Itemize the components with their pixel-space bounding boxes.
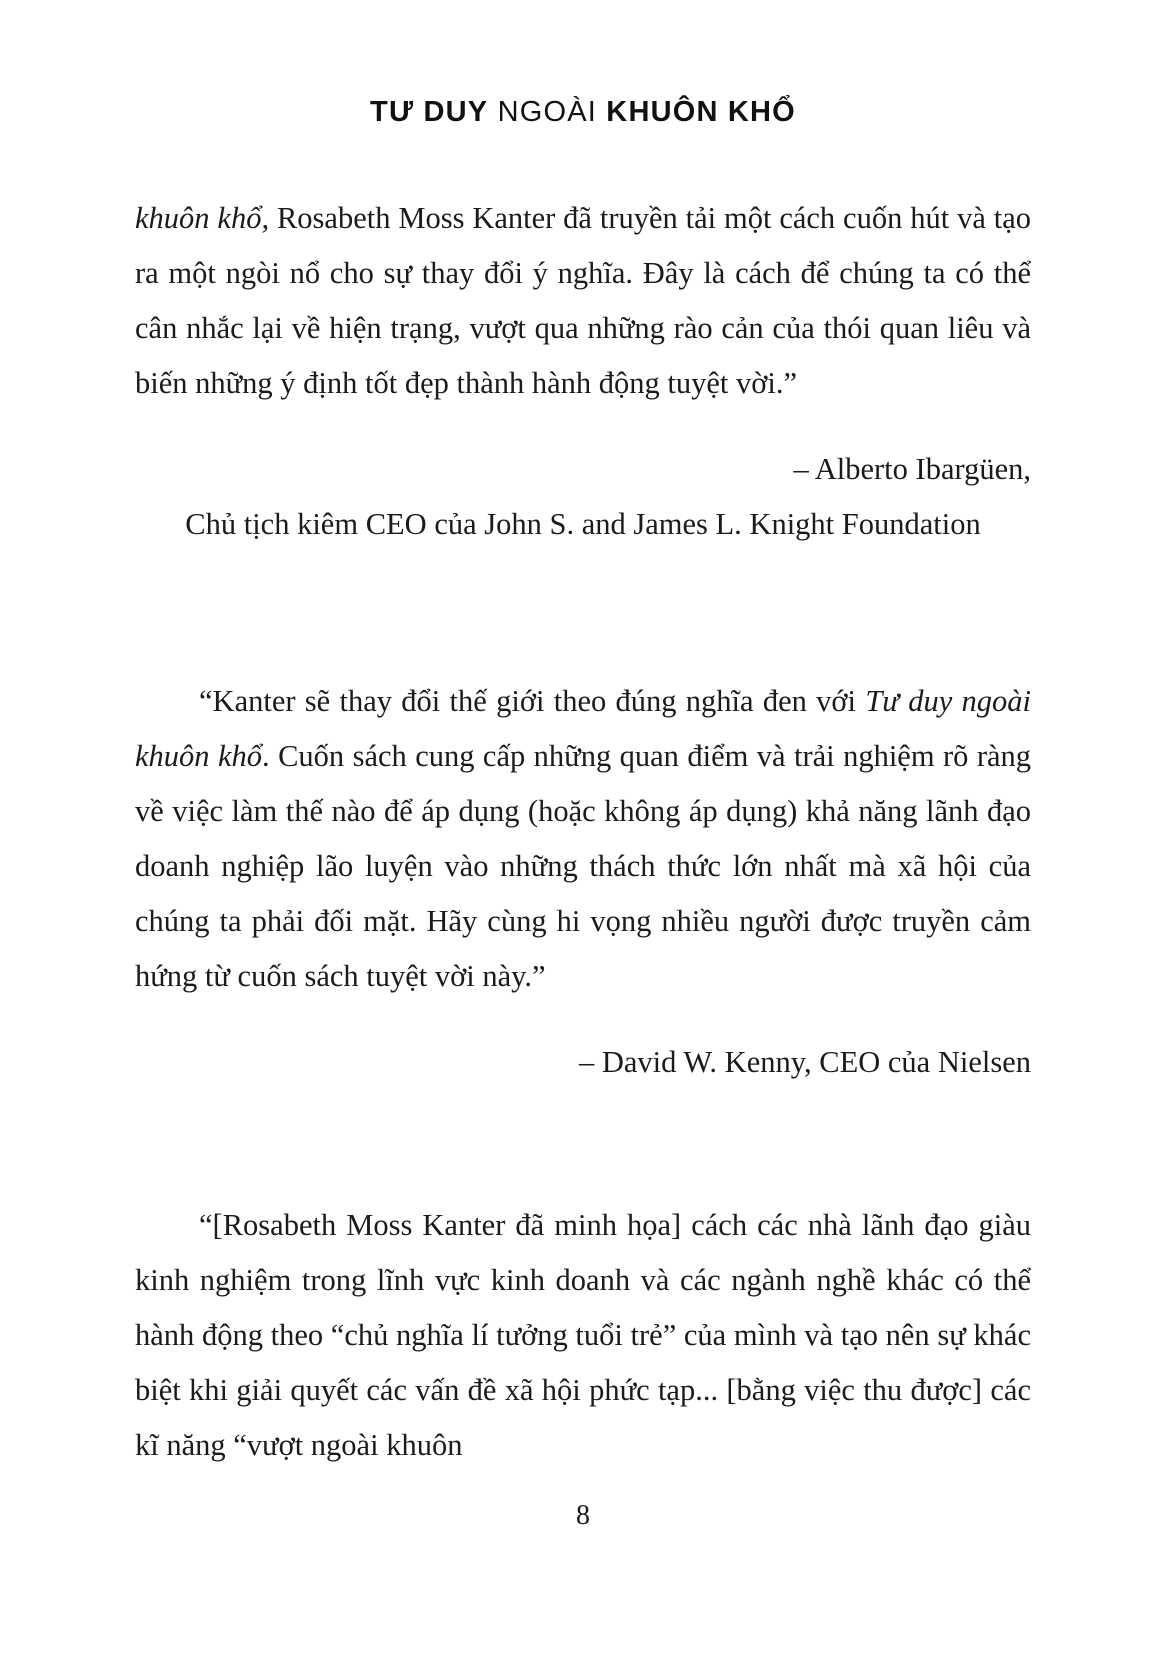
attribution-1-line-1: – Alberto Ibargüen, xyxy=(793,451,1031,486)
running-head-part2: NGOÀI xyxy=(488,96,607,128)
quote-paragraph-2 xyxy=(135,674,1031,1004)
quote-paragraph-3: “[Rosabeth Moss Kanter đã minh họa] cách các nhà lãnh đạo giàu kinh nghiệm trong lĩnh vực kinh doanh và các ngành nghề khác có thể hành động theo “chủ nghĩa lí tưởng tuổi trẻ” của mình và tạo nên sự khác biệt khi giải quyết các vấn đề xã hội phức tạp... [bằng việc thu được] các kĩ năng “vượt ngoài khuôn xyxy=(135,1208,1031,1462)
section-gap-2 xyxy=(135,1090,1031,1168)
quote-2-part2: . Cuốn sách cung cấp những quan điểm và trải nghiệm rõ ràng về việc làm thế nào để áp dụng (hoặc không áp dụng) khả năng lãnh đạo doanh nghiệp lão luyện vào những thách thức lớn nhất mà xã hội của chúng ta phải đối mặt. Hãy cùng hi vọng nhiều người được truyền cảm hứng từ cuốn sách tuyệt vời này.” xyxy=(135,739,1032,993)
quote-2-italic-title: Tư duy ngoài khuôn khổ xyxy=(135,684,1031,773)
running-head xyxy=(0,96,1166,129)
page-number: 8 xyxy=(576,1500,590,1531)
attribution-2: – David W. Kenny, CEO của Nielsen xyxy=(578,1044,1031,1079)
running-head-part3: KHUÔN KHỔ xyxy=(606,96,796,128)
quote-2-part1: “Kanter sẽ thay đổi thế giới theo đúng nghĩa đen với xyxy=(199,684,866,718)
page-content xyxy=(135,191,1031,1473)
running-head-part1: TƯ DUY xyxy=(370,96,489,128)
section-gap-1 xyxy=(135,552,1031,644)
quote-1-text: Rosabeth Moss Kanter đã truyền tải một cách cuốn hút và tạo ra một ngòi nổ cho sự thay đổi ý nghĩa. Đây là cách để chúng ta có thể cân nhắc lại về hiện trạng, vượt qua những rào cản của thói quan liêu và biến những ý định tốt đẹp thành hành động tuyệt vời.” xyxy=(135,201,1031,400)
quote-paragraph-1 xyxy=(135,191,1031,411)
quote-1-italic-lead: khuôn khổ, xyxy=(135,201,270,235)
attribution-1-line-2: Chủ tịch kiêm CEO của John S. and James L. Knight Foundation xyxy=(185,506,981,541)
